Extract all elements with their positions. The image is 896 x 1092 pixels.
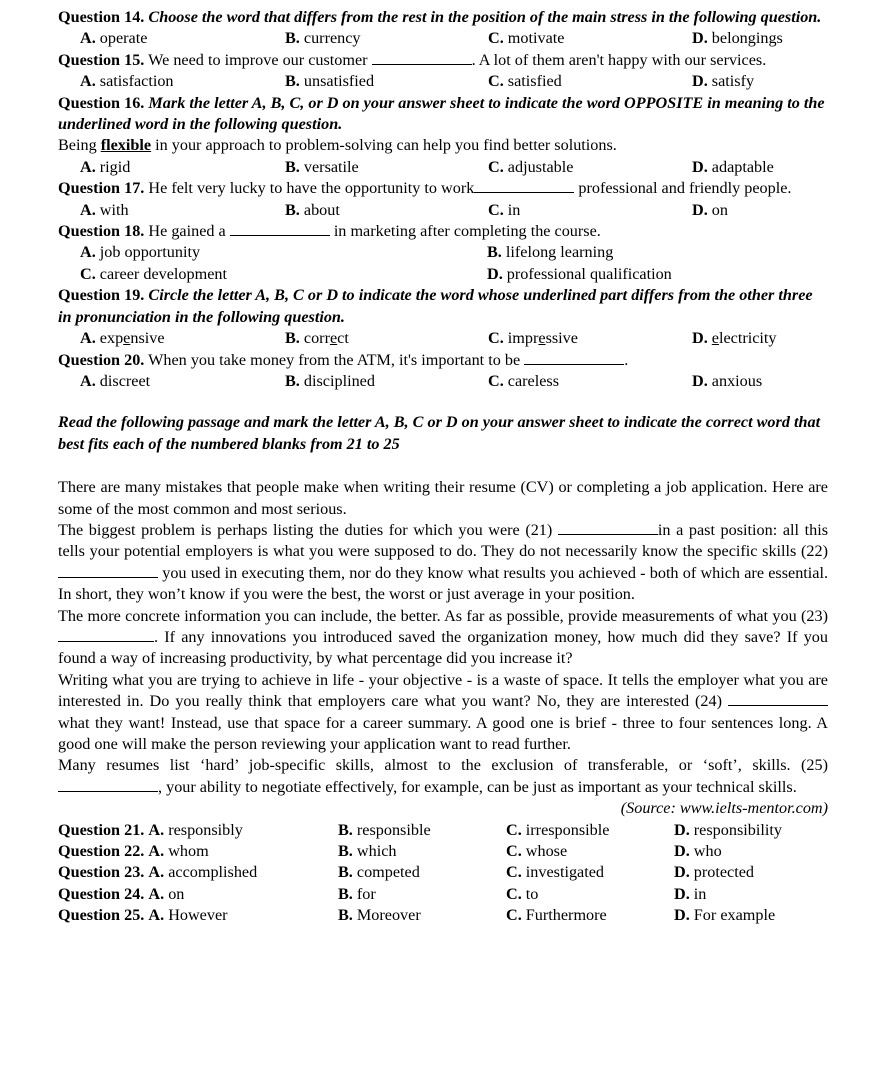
option-c[interactable]: C. satisfied — [488, 72, 562, 91]
blank-25[interactable] — [58, 777, 158, 792]
option-a[interactable]: A. expensive — [80, 329, 165, 348]
question-label: Question 16. — [58, 93, 145, 112]
blank-22[interactable] — [58, 563, 158, 578]
question-label: Question 14. — [58, 8, 145, 26]
options-row — [58, 371, 828, 392]
option-a[interactable]: A. job opportunity — [80, 243, 201, 262]
option-c[interactable]: C. career development — [80, 264, 227, 283]
question-label: Question 18. — [58, 222, 145, 241]
option-d[interactable]: D. on — [692, 200, 728, 219]
answer-row-21: Question 21. A. responsibly B. responsible C. irresponsible D. responsibility — [58, 820, 782, 839]
option-c[interactable]: C. in — [488, 200, 521, 219]
option-a[interactable]: A. operate — [80, 29, 148, 48]
question-16: Question 16. Mark the letter A, B, C, or D on your answer sheet to indicate the word OPPOSITE in meaning to the underlined word in the following question. Being flexible in your approach to problem-solving can help you find better solutions. A. rigid B. versatile C. adjustable D. adaptable — [58, 93, 828, 179]
options-row — [58, 328, 828, 349]
paragraph-4: Writing what you are trying to achieve in life - your objective - is a waste of space. It tells the employer what you are interested in. Do you really think that employers care what you want? No, they are interested (24) what they want! Instead, use that space for a career summary. A good one is brief - three to four sentences long. A good one will make the person reviewing your application want to read further. — [58, 670, 828, 753]
question-label: Question 17. — [58, 179, 145, 198]
underlined-word: flexible — [100, 136, 152, 155]
blank-24[interactable] — [728, 691, 828, 706]
answer-row-22: Question 22. A. whom B. which C. whose D. who — [58, 842, 722, 861]
option-d[interactable]: D. belongings — [692, 29, 783, 48]
option-b[interactable]: B. currency — [285, 29, 361, 48]
options-row — [58, 200, 828, 221]
question-instruction: Mark the letter A, B, C, or D on your answer sheet to indicate the word OPPOSITE in meaning to the underlined word in the following question. — [58, 93, 825, 134]
question-instruction: Circle the letter A, B, C or D to indicate the word whose underlined part differs from the other three in pronunciation in the following question. — [58, 286, 813, 326]
paragraph-3: The more concrete information you can include, the better. As far as possible, provide measurements of what you (23) . If any innovations you introduced saved the organization money, how much did they save? If you found a way of increasing productivity, by what percentage did you increase it? — [58, 606, 828, 668]
question-label: Question 15. — [58, 50, 145, 69]
option-b[interactable]: B. lifelong learning — [487, 243, 614, 262]
answer-blank[interactable] — [372, 50, 472, 65]
question-17: Question 17. He felt very lucky to have the opportunity to work professional and friendly people. A. with B. about C. in D. on — [58, 178, 828, 221]
options-row — [58, 157, 828, 178]
question-19 — [58, 285, 828, 349]
answer-options — [58, 820, 828, 927]
blank-21[interactable] — [558, 520, 658, 535]
option-d[interactable]: D. satisfy — [692, 72, 755, 91]
option-d[interactable]: D. anxious — [692, 371, 763, 390]
option-a[interactable]: A. with — [80, 200, 129, 219]
option-d[interactable]: D. electricity — [692, 329, 777, 348]
answer-row-24: Question 24. A. on B. for C. to D. in — [58, 884, 707, 903]
option-b[interactable]: B. versatile — [285, 157, 359, 176]
paragraph-5: Many resumes list ‘hard’ job-specific skills, almost to the exclusion of transferable, or ‘soft’, skills. (25) , your ability to negotiate effectively, for example, can be just as important as your technical skills. — [58, 756, 828, 796]
passage — [58, 477, 828, 820]
question-18: Question 18. He gained a in marketing after completing the course. A. job opportunity B. lifelong learning C. career development D. professional qualification — [58, 221, 828, 285]
options-row — [58, 28, 828, 49]
question-15: Question 15. We need to improve our customer . A lot of them aren't happy with our services. A. satisfaction B. unsatisfied C. satisfied D. satisfy — [58, 50, 828, 93]
option-a[interactable]: A. satisfaction — [80, 72, 174, 91]
option-b[interactable]: B. disciplined — [285, 371, 375, 390]
option-b[interactable]: B. unsatisfied — [285, 72, 375, 91]
option-a[interactable]: A. rigid — [80, 157, 131, 176]
answer-row-23: Question 23. A. accomplished B. competed C. investigated D. protected — [58, 863, 755, 882]
option-c[interactable]: C. motivate — [488, 29, 565, 48]
answer-row-25: Question 25. A. However B. Moreover C. Furthermore D. For example — [58, 906, 776, 925]
paragraph-2: The biggest problem is perhaps listing the duties for which you were (21) in a past position: all this tells your potential employers is what you were supposed to do. They do not necessarily know the specific skills (22) you used in executing them, nor do they know what results you achieved - both of which are essential. In short, they won’t know if you were the best, the worst or just average in your position. — [58, 520, 829, 604]
question-label: Question 20. — [58, 350, 145, 369]
passage-instruction: Read the following passage and mark the letter A, B, C or D on your answer sheet to indicate the correct word that best fits each of the numbered blanks from 21 to 25 — [58, 413, 821, 453]
source-citation: (Source: www.ielts-mentor.com) — [620, 799, 828, 818]
question-instruction: Choose the word that differs from the rest in the position of the main stress in the following question. — [148, 8, 822, 26]
question-label: Question 19. — [58, 286, 145, 305]
question-20: Question 20. When you take money from the ATM, it's important to be . A. discreet B. disciplined C. careless D. anxious — [58, 350, 828, 393]
option-b[interactable]: B. correct — [285, 329, 349, 348]
option-c[interactable]: C. careless — [488, 371, 560, 390]
paragraph-1: There are many mistakes that people make when writing their resume (CV) or completing a job application. Here are some of the most common and most serious. — [58, 478, 828, 518]
options-row — [58, 71, 828, 92]
answer-blank[interactable] — [474, 178, 574, 193]
exam-page — [58, 7, 828, 927]
option-c[interactable]: C. impressive — [488, 329, 578, 348]
option-a[interactable]: A. discreet — [80, 371, 151, 390]
option-d[interactable]: D. professional qualification — [487, 264, 672, 283]
option-d[interactable]: D. adaptable — [692, 157, 774, 176]
option-c[interactable]: C. adjustable — [488, 157, 574, 176]
options-row — [58, 242, 828, 285]
question-14 — [58, 7, 828, 50]
answer-blank[interactable] — [230, 221, 330, 236]
blank-23[interactable] — [58, 627, 154, 642]
option-b[interactable]: B. about — [285, 200, 340, 219]
answer-blank[interactable] — [524, 350, 624, 365]
